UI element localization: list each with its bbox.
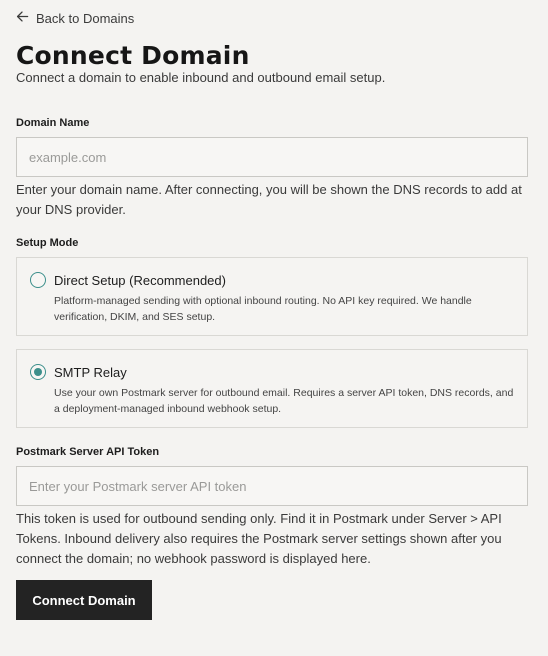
smtp-relay-title: SMTP Relay [54, 365, 127, 380]
setup-option-direct[interactable] [16, 257, 528, 336]
direct-setup-radio[interactable] [30, 272, 46, 288]
setup-option-smtp-relay[interactable] [16, 349, 528, 428]
api-token-input[interactable] [16, 466, 528, 506]
back-to-domains-link[interactable] [16, 10, 134, 26]
domain-name-input[interactable] [16, 137, 528, 177]
domain-name-label: Domain Name [16, 117, 90, 129]
domain-name-help: Enter your domain name. After connecting, you will be shown the DNS records to add at your DNS provider. [16, 182, 522, 217]
page-title: Connect Domain [16, 41, 250, 70]
arrow-left-icon [16, 10, 29, 26]
api-token-help: This token is used for outbound sending only. Find it in Postmark under Server > API Tokens. Inbound delivery also requires the Postmark server settings shown after you connect the domain; no webhook password is displayed here. [16, 511, 502, 566]
api-token-label: Postmark Server API Token [16, 446, 160, 458]
direct-setup-title: Direct Setup (Recommended) [54, 273, 226, 288]
smtp-relay-radio[interactable] [30, 364, 46, 380]
setup-mode-label: Setup Mode [16, 237, 79, 249]
direct-setup-description: Platform-managed sending with optional inbound routing. No API key required. We handle verification, DKIM, and SES setup. [54, 295, 472, 323]
back-link-label: Back to Domains [36, 10, 135, 26]
connect-domain-button[interactable]: Connect Domain [16, 580, 152, 620]
page-subtitle: Connect a domain to enable inbound and outbound email setup. [16, 70, 386, 85]
smtp-relay-description: Use your own Postmark server for outbound email. Requires a server API token, DNS records, and a deployment-managed inbound webhook setup. [54, 387, 514, 415]
